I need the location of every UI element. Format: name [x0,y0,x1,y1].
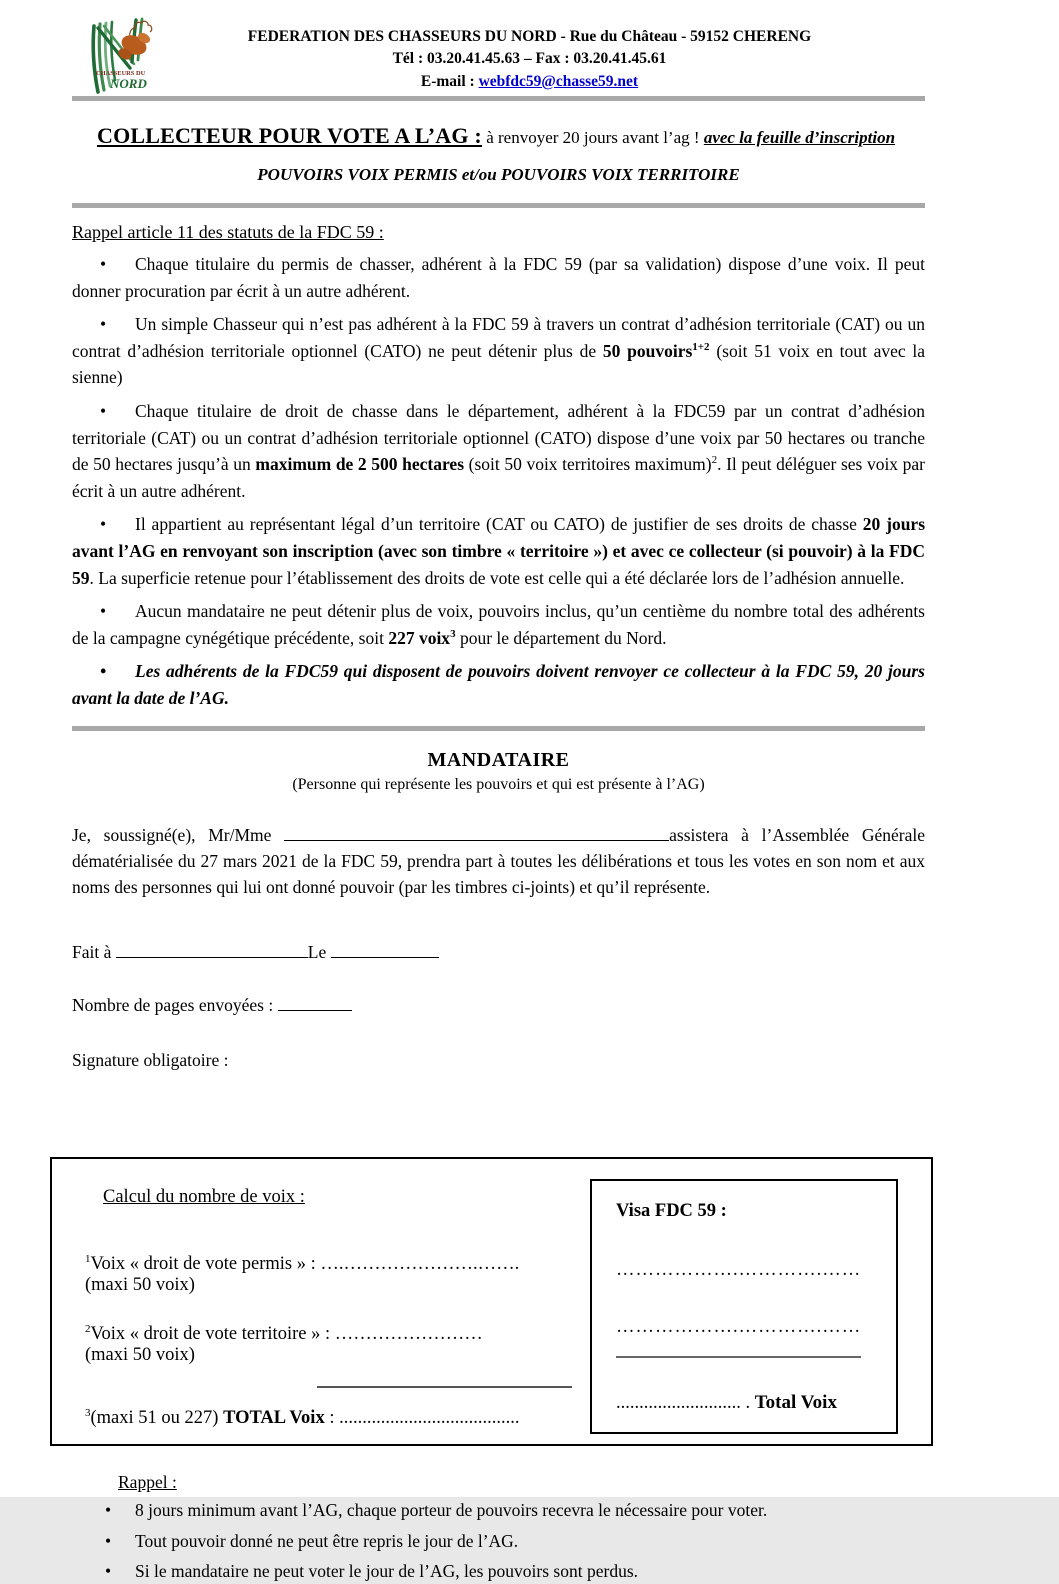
total-voix-row: $^3$(maxi 51 ou 227) TOTAL Voix : ....................................... [85,1407,520,1429]
voix-permis-row: $^1$Voix « droit de vote permis » : ….………………….……. (maxi 50 voix) [85,1253,520,1296]
pages-line: Nombre de pages envoyées : [72,995,925,1016]
divider-mandataire [72,726,925,731]
footer-rappel [72,1472,939,1584]
bullet-icon: • [105,1530,112,1551]
fait-a-line: Fait à Le [72,942,925,963]
bullet-icon: • [100,601,107,622]
article-bullet-5: • Aucun mandataire ne peut détenir plus de voix, pouvoirs inclus, qu’un centième du nombre total des adhérents de la campagne cynégétique précédente, soit 227 voix$^3$ pour le département du Nord. [72,598,925,651]
pages-blank-field [278,996,352,1011]
visa-dotted-field-1: ……………….………….…… [616,1260,862,1281]
footer-rappel-heading: Rappel : [118,1472,177,1493]
bullet-icon: • [105,1560,112,1581]
voix-permis-note: (maxi 50 voix) [85,1275,195,1296]
chasseurs-du-nord-logo-icon [84,12,166,106]
voix-territoire-note: (maxi 50 voix) [85,1345,195,1366]
sum-rule-line [317,1386,572,1388]
logo-text-top: CHASSEURS DU [96,70,146,77]
article-bullet-2: • Un simple Chasseur qui n’est pas adhérent à la FDC 59 à travers un contrat d’adhésion territoriale (CAT) ou un contrat d’adhésion territoriale optionnel (CATO) ne peut détenir plus de 50 pouvoirs$^{1+2}$ (soit 51 voix en tout avec la sienne) [72,311,925,391]
bullet-icon: • [100,254,107,274]
article-bullet-4: • Il appartient au représentant légal d’un territoire (CAT ou CATO) de justifier de ses droits de chasse 20 jours avant l’AG en renvoyant son inscription (avec son timbre « territoire ») et avec ce collecteur (si pouvoir) à la FDC 59. La superficie retenue pour l’établissement des droits de vote est celle qui a été déclarée lors de l’adhésion annuelle. [72,511,925,591]
article-bullet-3: • Chaque titulaire de droit de chasse dans le département, adhérent à la FDC59 par un contrat d’adhésion territoriale (CAT) ou un contrat d’adhésion territoriale optionnel (CATO) dispose d’une voix par 50 hectares ou tranche de 50 hectares jusqu’à un maximum de 2 500 hectares (soit 50 voix territoires maximum)$^2$. Il peut déléguer ses voix par écrit à un autre adhérent. [72,398,925,504]
voix-territoire-row: $^2$Voix « droit de vote territoire » : …………………… (maxi 50 voix) [85,1323,483,1366]
bullet-icon: • [100,514,107,535]
name-blank-field [284,826,669,841]
article-bullet-6: • Les adhérents de la FDC59 qui disposent de pouvoirs doivent renvoyer ce collecteur à la FDC 59, 20 jours avant la date de l’AG. [72,658,925,711]
title-note: à renvoyer 20 jours avant l’ag ! [481,128,704,147]
page-title: COLLECTEUR POUR VOTE A L’AG : [97,123,482,148]
header-address-line: FEDERATION DES CHASSEURS DU NORD - Rue du Château - 59152 CHERENG [247,28,812,45]
footer-bullet-3: • Si le mandataire ne peut voter le jour de l’AG, les pouvoirs sont perdus. [105,1558,939,1584]
total-voix-dotted-field: ....................................... [339,1408,520,1429]
visa-total-row: ........................... . Total Voix [616,1392,837,1414]
voix-territoire-dotted-field: …………………… [334,1324,483,1345]
email-link[interactable]: webfdc59@chasse59.net [478,72,639,90]
calcul-heading: Calcul du nombre de voix : [103,1187,305,1208]
date-blank-field [331,943,439,958]
footer-bullet-2: • Tout pouvoir donné ne peut être repris le jour de l’AG. [105,1528,939,1554]
visa-heading: Visa FDC 59 : [616,1201,727,1222]
document-title-line [72,123,925,149]
header-phone-line: Tél : 03.20.41.45.63 – Fax : 03.20.41.45.61 [392,50,667,68]
mandataire-heading: MANDATAIRE [427,748,570,771]
visa-total-dotted-field: ........................... . [616,1393,755,1414]
visa-dotted-field-2: ……………….………….…… [616,1317,862,1338]
calcul-voix-box [50,1157,933,1446]
signature-line: Signature obligatoire : [72,1050,229,1071]
divider-top [72,96,925,101]
mandataire-paragraph: Je, soussigné(e), Mr/Mme assistera à l’Assemblée Générale dématérialisée du 27 mars 2021 de la FDC 59, prendra part à toutes les délibérations et tous les votes en son nom et aux noms des personnes qui lui ont donné pouvoir (par les timbres ci-joints) et qu’il représente. [72,824,925,897]
voix-permis-dotted-field: ….………………….……. [320,1254,520,1275]
mandataire-subtitle: (Personne qui représente les pouvoirs et qui est présente à l’AG) [292,775,705,793]
place-blank-field [116,943,308,958]
logo-text-bottom: NORD [110,76,147,91]
email-label: E-mail : [420,72,479,90]
document-subtitle: POUVOIRS VOIX PERMIS et/ou POUVOIRS VOIX TERRITOIRE [257,165,740,184]
header [0,0,1059,96]
main-content [72,123,925,1071]
bullet-icon: • [100,314,107,335]
title-emphasis: avec la feuille d’inscription [703,128,896,147]
article11-heading: Rappel article 11 des statuts de la FDC 59 : [72,222,384,242]
divider-subtitle [72,203,925,208]
bullet-icon: • [105,1500,112,1521]
article-bullet-1: • Chaque titulaire du permis de chasser, adhérent à la FDC 59 (par sa validation) dispose d’une voix. Il peut donner procuration par écrit à un autre adhérent. [72,251,925,304]
calcul-voix-column [52,1159,590,1444]
visa-fdc59-box [590,1179,898,1434]
footer-bullet-1: • 8 jours minimum avant l’AG, chaque porteur de pouvoirs recevra le nécessaire pour voter. [105,1497,939,1523]
visa-rule-line [616,1356,861,1358]
bullet-icon: • [100,661,107,682]
bullet-icon: • [100,400,107,421]
